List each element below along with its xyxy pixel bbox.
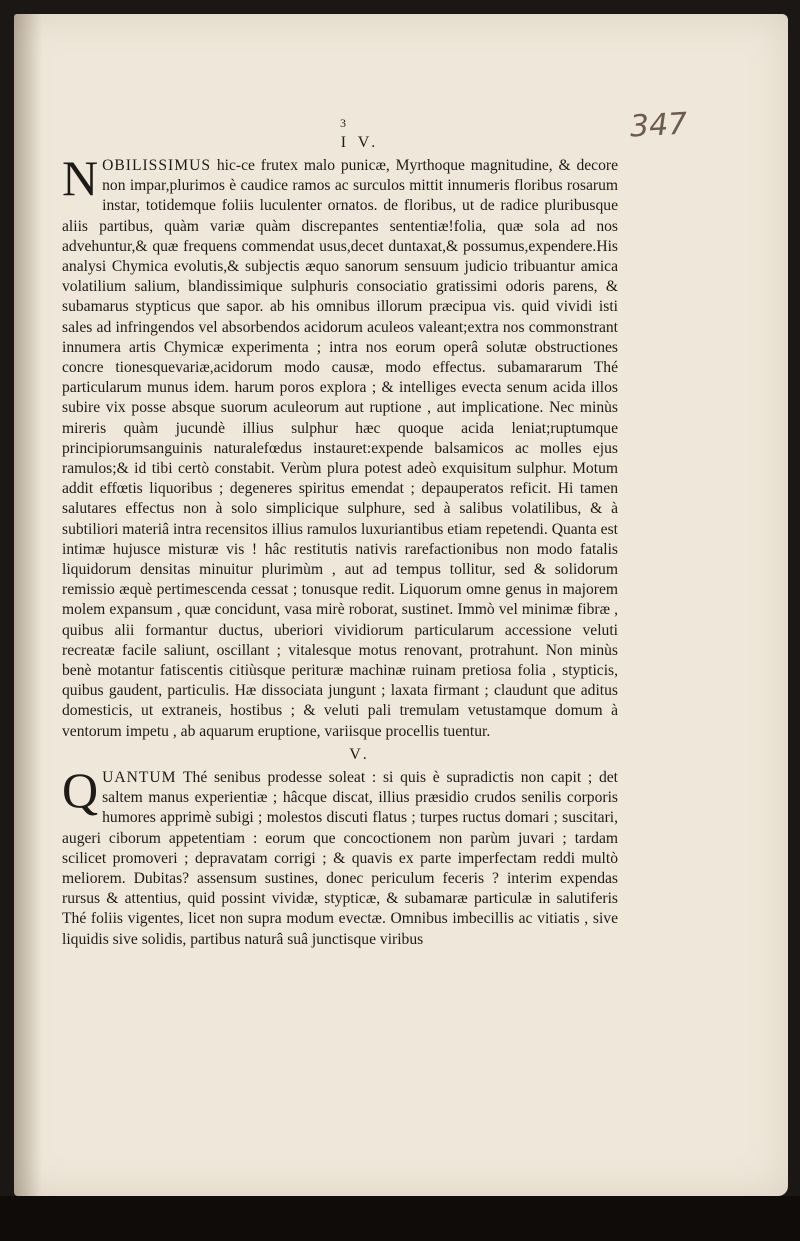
- section-heading-v: V.: [349, 745, 371, 763]
- paragraph-v: [62, 761, 618, 950]
- binding-gutter-shadow: [14, 14, 42, 1196]
- handwritten-folio-number: 347: [629, 106, 689, 145]
- lead-word-v: UANTUM: [102, 768, 177, 786]
- paragraph-iv: [62, 150, 618, 742]
- paragraph-iv-body: hic-ce frutex malo punicæ, Myrthoque magnitudine, & decore non impar,plurimos è caudice ramos ac surculos mittit innumeris floribus rosarum instar, totidemque foliis luculenter ornatos. de floribus, ut de radice pluribusque aliis partibus, quàm variæ quàm discrepantes sententiæ!folia, quæ sola ad nos advehuntur,& quæ frequens commendat usus,decet duntaxat,& possumus,expendere.His analysi Chymica evolutis,& subjectis æquo sanorum sensuum judicio tribuantur amica volatilium salium, blandissimique sulphuris consociatio gratissimi odoris parens, & subamarus stypticus que sapor. ab his omnibus illorum præcipua vis. quid vividi isti sales ad infringendos vel absorbendos acidorum aculeos valeant;extra nos commonstrant innumera artis Chymicæ experimenta ; intra nos eorum operâ solutæ obstructiones concre tionesquevariæ,acidorum modo causæ, modo effectus. subamararum Thé particularum munus idem. harum poros explora ; & intelliges evecta senum acida illos subire vix posse absque suorum aculeorum aut ruptione , aut implicatione. Nec minùs mireris quàm jucundè illius sulphur hæc quoque acida leniat;ruptumque principiorumsanguinis naturalefœdus instauret:expende balsamicos ac molles ejus ramulos;& id tibi certò constabit. Verùm plura potest adeò exquisitum sulphur. Motum addit effœtis liquoribus ; degeneres spiritus emendat ; depauperatos reficit. Hi tamen salutares effectus non à solo simplicique sulphure, sed à salibus volatilibus, & à subtiliori materiâ intra recensitos illius ramulos luxuriantibus etiam repetendi. Quanta est intimæ hujusce misturæ vis ! hâc restitutis nativis rarefactionibus non modo fatalis liquidorum densitas minuitur plurimùm , aut ad tempus tollitur, sed & solidorum remissio æquè pertimescenda cessat ; tonusque redit. Liquorum omne genus in majorem molem expansum , quæ concidunt, vasa mirè roborat, sustinet. Immò vel minimæ fibræ , quibus alii formantur ductus, uberiori vividiorum particularum accessione veluti recreatæ facile saliunt, oscillant ; vitalesque motus renovant, protrahunt. Non minùs benè motantur fatiscentis citiùsque perituræ machinæ ruinam pretiosa folia , stypticis, quibus gaudent, particulis. Hæ dissociata jungunt ; laxata firmant ; claudunt que aditus domesticis, ut extraneis, hostibus ; & veluti pali tremulam vetustamque domum à ventorum impetu , ab aquarum eruptione, variisque procellis tuentur.: [62, 157, 618, 740]
- book-edge-shadow: [0, 1196, 800, 1241]
- text-column: [62, 132, 618, 950]
- section-heading-iv: I V.: [340, 134, 380, 151]
- paragraph-v-body: Thé senibus prodesse soleat : si quis è supradictis non capit ; det saltem manus experientiæ ; hâcque discat, illius præsidio crudos senilis corporis humores apprimè subigi ; molestos discuti flatus ; turpes ructus domari ; suscitari, augeri ciborum appetentiam : eorum que concoctionem non parùm juvari ; tardam scilicet promoveri ; depravatam corrigi ; & quavis ex parte imperfectam reddi multò meliorem. Dubitas? assensum sustines, donec periculum feceris ? interim expendas rursus & attentius, quid possint vividæ, stypticæ, & subamaræ particulæ in salutiferis Thé foliis vigentes, licet non supra modum evectæ. Omnibus imbecillis ac vitiatis , sive liquidis sive solidis, partibus naturâ suâ junctisque viribus: [62, 768, 618, 948]
- page-number: 3: [340, 116, 346, 130]
- drop-cap-q: Q: [62, 761, 99, 818]
- drop-cap-n: N: [62, 150, 99, 206]
- lead-word-iv: OBILISSIMUS: [102, 157, 212, 174]
